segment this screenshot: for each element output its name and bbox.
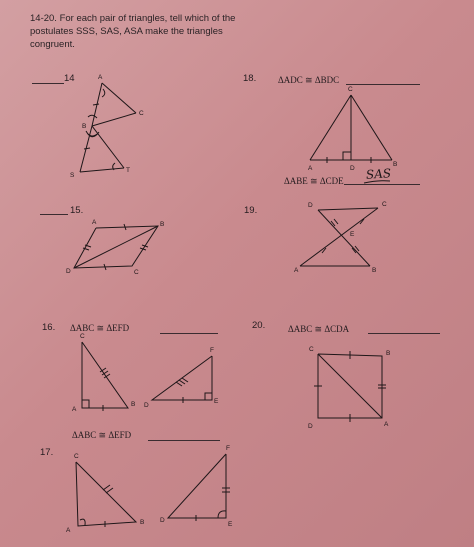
fig17-label-e: E — [228, 521, 233, 528]
fig17-label-f: F — [226, 445, 230, 452]
fig19-label-c: C — [382, 201, 387, 208]
problem-number-20: 20. — [252, 320, 266, 331]
fig14-label-a: A — [98, 74, 103, 81]
fig16-label-f: F — [210, 347, 214, 354]
figure-20 — [308, 346, 390, 430]
fig19-label-b: B — [372, 267, 377, 274]
statement-20: ΔABC ≅ ΔCDA — [288, 324, 350, 334]
problem-number-15: 15. — [70, 205, 84, 216]
statement-18: ΔADC ≅ ΔBDC — [278, 75, 340, 85]
fig16-label-b: B — [131, 401, 136, 408]
fig16-label-d: D — [144, 402, 149, 409]
fig19-label-d: D — [308, 202, 313, 209]
fig20-label-c: C — [309, 346, 314, 353]
figure-16 — [72, 333, 219, 413]
figure-17 — [66, 445, 233, 534]
fig18-label-c: C — [348, 86, 353, 93]
fig17-label-c: C — [74, 453, 79, 460]
fig15-label-d: D — [66, 268, 71, 275]
fig14-label-c: C — [139, 110, 144, 117]
handwritten-answer-18: SAS — [365, 166, 392, 182]
fig18-label-a: A — [308, 165, 313, 172]
statement-17: ΔABC ≅ ΔEFD — [72, 430, 132, 440]
handwritten-underline — [364, 181, 390, 183]
problem-number-17: 17. — [40, 447, 54, 458]
fig15-label-b: B — [160, 221, 165, 228]
fig15-label-c: C — [134, 269, 139, 276]
fig19-label-a: A — [294, 267, 299, 274]
fig20-label-d: D — [308, 423, 313, 430]
fig18-label-b: B — [393, 161, 398, 168]
statement-18b: ΔABE ≅ ΔCDE — [284, 176, 344, 186]
fig16-label-e: E — [214, 398, 219, 405]
figure-14 — [70, 74, 144, 179]
figure-19 — [294, 201, 387, 274]
fig17-label-b: B — [140, 519, 145, 526]
fig17-label-a: A — [66, 527, 71, 534]
figure-18 — [308, 86, 397, 172]
fig20-label-b: B — [386, 350, 391, 357]
fig14-label-b: B — [82, 123, 87, 130]
fig16-label-c: C — [80, 333, 85, 340]
statement-16: ΔABC ≅ ΔEFD — [70, 323, 130, 333]
fig14-label-s: S — [70, 172, 75, 179]
fig20-label-a: A — [384, 421, 389, 428]
problem-number-14: 14 — [64, 73, 75, 84]
fig14-label-t: T — [126, 167, 130, 174]
fig18-label-d: D — [350, 165, 355, 172]
fig15-label-a: A — [92, 219, 97, 226]
instructions-text: 14-20. For each pair of triangles, tell which of the postulates SSS, SAS, ASA make the triangles congruent. — [30, 13, 236, 50]
fig16-label-a: A — [72, 406, 77, 413]
problem-number-18: 18. — [243, 73, 257, 84]
fig19-label-e: E — [350, 231, 355, 238]
figure-15 — [66, 219, 164, 276]
fig17-label-d: D — [160, 517, 165, 524]
problem-number-19: 19. — [244, 205, 258, 216]
problem-number-16: 16. — [42, 322, 56, 333]
